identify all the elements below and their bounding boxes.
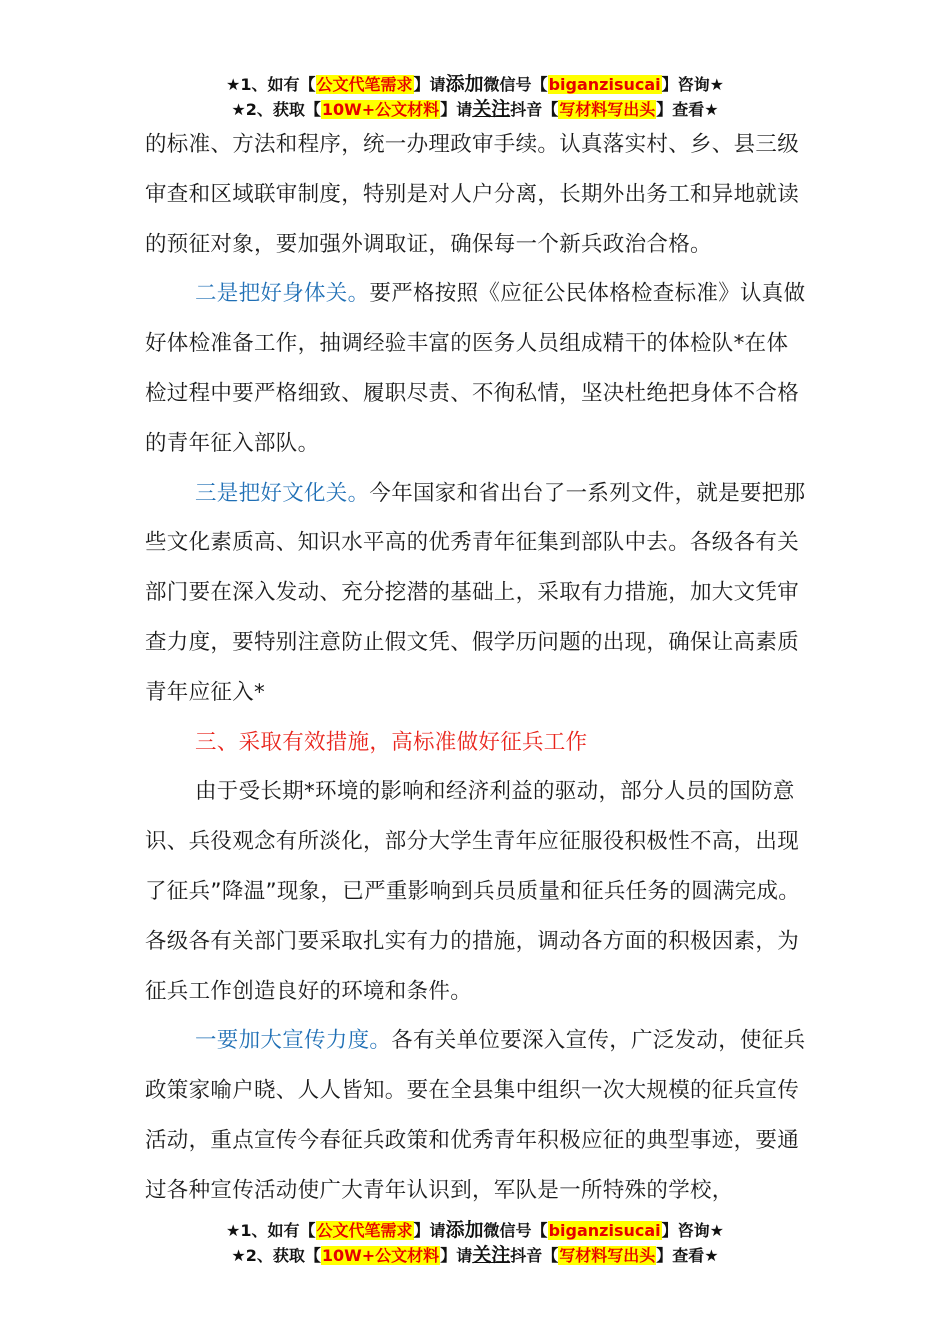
paragraph-text: 各有关单位要深入宣传，广泛发动，使征兵政策家喻户晓、人人皆知。要在全县集中组织一次大规模的征兵宣传活动，重点宣传今春征兵政策和优秀青年积极应征的典型事迹，要通过各种宣传活动使广大青年认识到，军队是一所特殊的学校， (145, 1028, 806, 1203)
banner-text: 抖音【 (510, 100, 559, 119)
banner-text: ★1、如有【 (226, 75, 316, 94)
banner-text: 】咨询★ (661, 1221, 724, 1240)
banner-text: 微信号【 (483, 75, 548, 94)
paragraph: 由于受长期*环境的影响和经济利益的驱动，部分人员的国防意识、兵役观念有所淡化，部分大学生青年应征服役积极性不高，出现了征兵”降温”现象，已严重影响到兵员质量和征兵任务的圆满完成。各级各有关部门要采取扎实有力的措施，调动各方面的积极因素，为征兵工作创造良好的环境和条件。 (145, 779, 801, 1004)
banner-text: ★2、获取【 (231, 1246, 321, 1265)
banner-emphasis: 添加 (445, 1219, 484, 1241)
paragraph-heading: 二是把好身体关。 (195, 281, 370, 307)
paragraph (145, 1016, 810, 1215)
banner-text: ★2、获取【 (231, 100, 321, 119)
banner-text: 】查看★ (656, 100, 719, 119)
banner-text: 微信号【 (483, 1221, 548, 1240)
banner-highlight: 10W+公文材料 (321, 1246, 440, 1265)
banner-text: 抖音【 (510, 1246, 559, 1265)
banner-highlight: 10W+公文材料 (321, 100, 440, 119)
banner-line-1 (0, 1218, 950, 1243)
banner-emphasis: 关注 (472, 1244, 511, 1266)
banner-highlight: 写材料写出头 (559, 1246, 656, 1265)
paragraph-heading: 三是把好文化关。 (195, 480, 370, 506)
banner-highlight: biganzisucai (548, 75, 661, 94)
paragraph (145, 269, 810, 468)
paragraph-heading: 一要加大宣传力度。 (195, 1028, 392, 1054)
section-title: 三、采取有效措施，高标准做好征兵工作 (195, 729, 588, 755)
banner-highlight: 公文代笔需求 (316, 75, 413, 94)
paragraph-text: 今年国家和省出台了一系列文件，就是要把那些文化素质高、知识水平高的优秀青年征集到部队中去。各级各有关部门要在深入发动、充分挖潜的基础上，采取有力措施，加大文凭审查力度，要特别注意防止假文凭、假学历问题的出现，确保让高素质青年应征入* (145, 480, 806, 705)
footer-banner (0, 1218, 950, 1268)
banner-text: 】请 (440, 100, 473, 119)
banner-text: 】请 (440, 1246, 473, 1265)
banner-highlight: biganzisucai (548, 1221, 661, 1240)
banner-line-2 (0, 97, 950, 122)
banner-text: 】查看★ (656, 1246, 719, 1265)
paragraph-text: 要严格按照《应征公民体格检查标准》认真做好体检准备工作，抽调经验丰富的医务人员组成精干的体检队*在体检过程中要严格细致、履职尽责、不徇私情，坚决杜绝把身体不合格的青年征入部队。 (145, 281, 806, 456)
banner-text: ★1、如有【 (226, 1221, 316, 1240)
paragraph (145, 469, 810, 718)
banner-highlight: 公文代笔需求 (316, 1221, 413, 1240)
document-body (145, 120, 810, 1216)
banner-emphasis: 添加 (445, 73, 484, 95)
banner-line-1 (0, 72, 950, 97)
banner-emphasis: 关注 (472, 98, 511, 120)
banner-text: 】请 (413, 75, 446, 94)
banner-text: 】咨询★ (661, 75, 724, 94)
banner-line-2 (0, 1243, 950, 1268)
paragraph: 的标准、方法和程序，统一办理政审手续。认真落实村、乡、县三级审查和区域联审制度，特别是对人户分离，长期外出务工和异地就读的预征对象，要加强外调取证，确保每一个新兵政治合格。 (145, 132, 800, 257)
header-banner (0, 72, 950, 122)
banner-highlight: 写材料写出头 (559, 100, 656, 119)
banner-text: 】请 (413, 1221, 446, 1240)
